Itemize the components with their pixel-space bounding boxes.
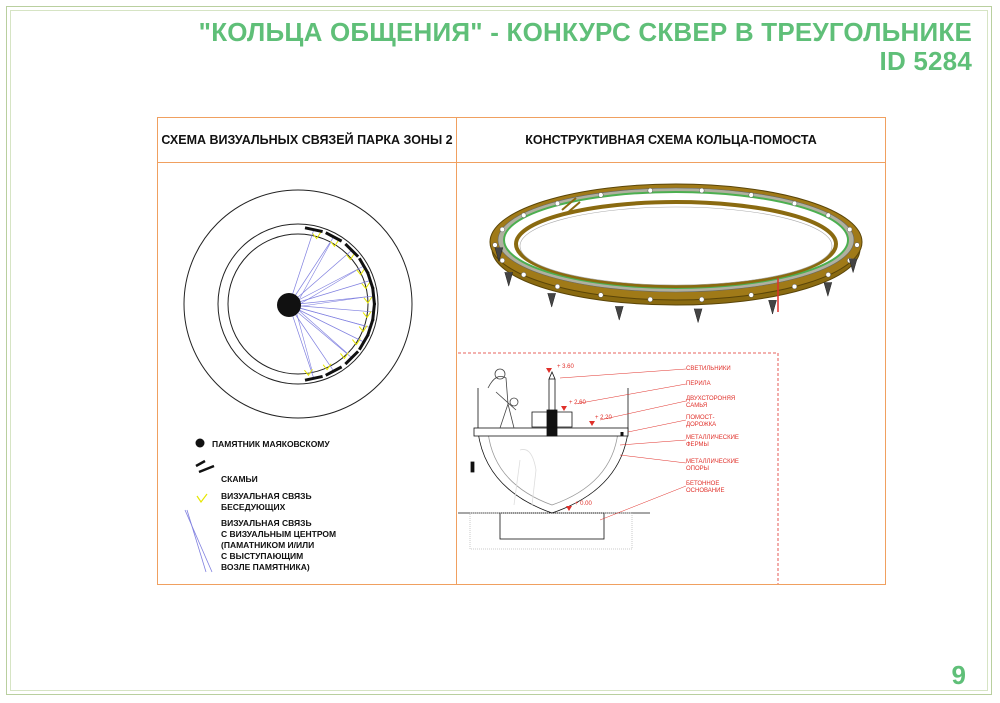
- annotation-railing: ПЕРИЛА: [686, 381, 711, 387]
- blue-link: [289, 296, 374, 305]
- legend-yellow-label: ВИЗУАЛЬНАЯ СВЯЗЬ БЕСЕДУЮЩИХ: [221, 491, 312, 512]
- level-label: + 3.60: [557, 364, 574, 370]
- blue-link-icon: [185, 510, 212, 572]
- construction-title: КОНСТРУКТИВНАЯ СХЕМА КОЛЬЦА-ПОМОСТА: [457, 118, 885, 163]
- monument-dot-icon: [196, 439, 205, 448]
- visual-links-title: СХЕМА ВИЗУАЛЬНЫХ СВЯЗЕЙ ПАРКА ЗОНЫ 2: [158, 118, 456, 163]
- legend-blue-label: ВИЗУАЛЬНАЯ СВЯЗЬ С ВИЗУАЛЬНЫМ ЦЕНТРОМ (ПАМАТНИКОМ И/ИЛИ С ВЫСТУПАЮЩИМ ВОЗЛЕ ПАМЯТНИКА): [221, 518, 337, 572]
- bench: [305, 376, 323, 380]
- blue-link: [289, 250, 352, 305]
- title-line-2: ID 5284: [879, 46, 972, 76]
- bench: [373, 287, 375, 305]
- page-number: 9: [951, 660, 966, 690]
- legend-monument-label: ПАМЯТНИК МАЯКОВСКОМУ: [212, 439, 330, 449]
- blue-link: [295, 242, 331, 307]
- yellow-link: [340, 352, 348, 358]
- annotation-supports: МЕТАЛЛИЧЕСКИЕ ОПОРЫ: [686, 459, 739, 472]
- yellow-link: [352, 339, 360, 345]
- annotation-foundation: БЕТОННОЕ ОСНОВАНИЕ: [686, 481, 725, 494]
- level-label: + 2.20: [595, 415, 612, 421]
- monument-dot: [277, 293, 301, 317]
- yellow-link: [331, 240, 339, 246]
- title-line-1: "КОЛЬЦА ОБЩЕНИЯ" - КОНКУРС СКВЕР В ТРЕУГОЛЬНИКЕ: [198, 17, 972, 47]
- bench: [359, 258, 368, 274]
- bench: [373, 303, 375, 321]
- level-label: + 2.60: [569, 400, 586, 406]
- bench-icon: [196, 461, 205, 466]
- blue-link: [295, 297, 368, 307]
- yellow-link-icon: [197, 494, 207, 502]
- annotation-bench: ДВУХСТОРОНЯЯ САМЬЯ: [686, 396, 736, 409]
- bench: [359, 334, 368, 350]
- construction-panel: [456, 117, 886, 585]
- bench: [305, 228, 323, 232]
- blue-links: [289, 230, 374, 379]
- legend-bench-label: СКАМЬИ: [221, 474, 258, 484]
- yellow-link: [304, 369, 312, 375]
- annotation-trusses: МЕТАЛЛИЧЕСКИЕ ФЕРМЫ: [686, 435, 739, 448]
- annotation-lights: СВЕТИЛЬНИКИ: [686, 366, 731, 372]
- blue-link: [289, 237, 334, 305]
- bench: [326, 233, 342, 241]
- yellow-links: [304, 233, 372, 376]
- blue-link: [295, 307, 313, 372]
- annotation-deck: ПОМОСТ- ДОРОЖКА: [686, 415, 717, 428]
- level-label: + 0.00: [575, 501, 592, 507]
